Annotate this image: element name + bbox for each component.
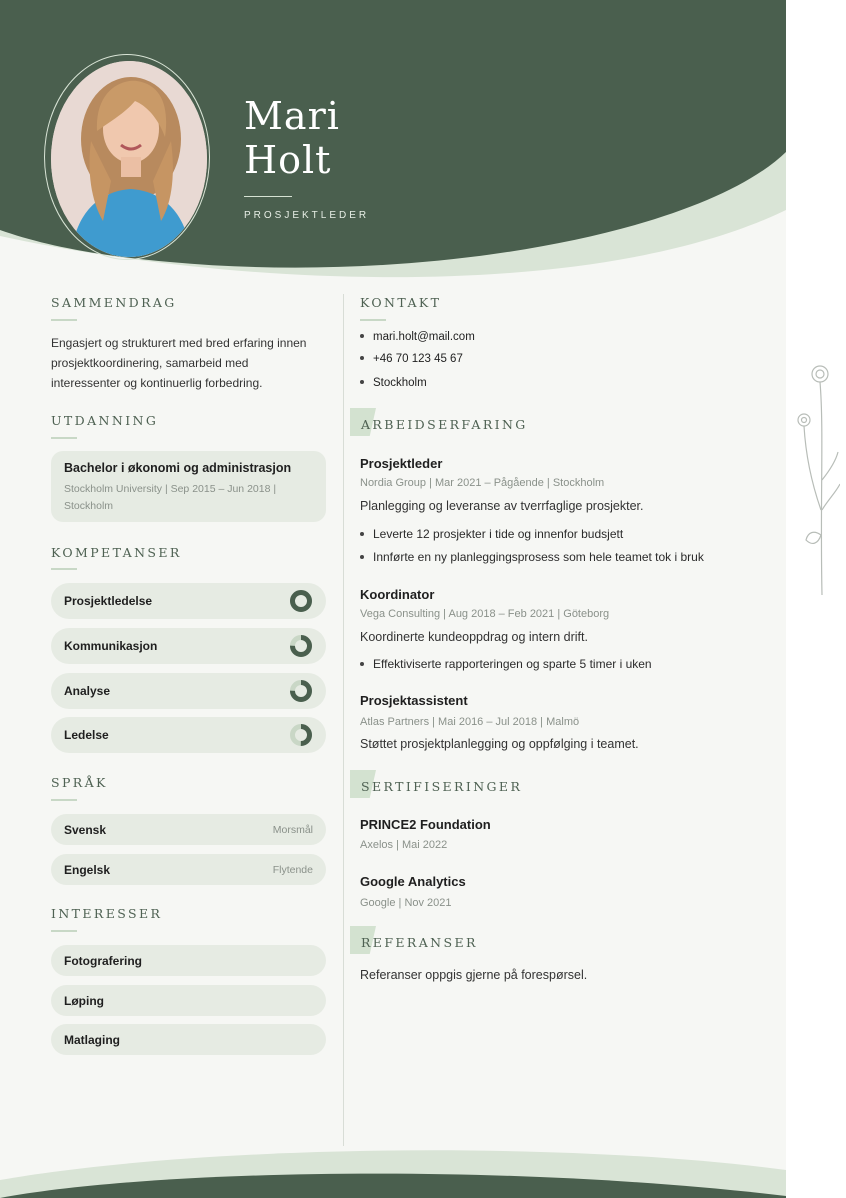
name-rule — [244, 196, 292, 197]
job-meta: Atlas Partners | Mai 2016 – Jul 2018 | Malmö — [360, 716, 580, 728]
interests-heading: INTERESSER — [51, 906, 163, 921]
skill-level-ring — [289, 634, 313, 658]
job-title: Prosjektleder — [360, 456, 443, 471]
language-level: Flytende — [272, 863, 313, 876]
job-bullet: Innførte en ny planleggingsprosess som hele teamet tok i bruk — [360, 550, 704, 564]
certification-meta: Axelos | Mai 2022 — [360, 839, 448, 851]
job-title: Prosjektassistent — [360, 693, 468, 708]
degree-title: Bachelor i økonomi og administrasjon — [64, 461, 292, 475]
certification-meta: Google | Nov 2021 — [360, 897, 452, 909]
interest-label: Matlaging — [64, 1032, 120, 1047]
summary-text: Engasjert og strukturert med bred erfaring innen prosjektkoordinering, samarbeid med interessenter og kontinuerlig forbedring. — [51, 336, 307, 390]
job-bullet: Leverte 12 prosjekter i tide og innenfor budsjett — [360, 527, 623, 541]
skill-level-ring — [289, 723, 313, 747]
interest-label: Fotografering — [64, 953, 142, 968]
references-heading: REFERANSER — [361, 935, 478, 950]
education-heading: UTDANNING — [51, 413, 159, 428]
interest-item — [51, 945, 326, 976]
skill-ring-fill — [293, 593, 310, 610]
education-card — [51, 451, 326, 522]
certification-name: PRINCE2 Foundation — [360, 817, 491, 832]
education-rule — [51, 437, 77, 439]
interests-rule — [51, 930, 77, 932]
profile-photo — [51, 61, 207, 257]
language-label: Svensk — [64, 822, 107, 837]
language-label: Engelsk — [64, 862, 111, 877]
skill-label: Prosjektledelse — [64, 594, 153, 608]
interest-item — [51, 985, 326, 1016]
language-item — [51, 814, 326, 845]
language-level: Morsmål — [272, 823, 313, 836]
contact-heading: KONTAKT — [360, 295, 442, 310]
contact-phone[interactable]: +46 70 123 45 67 — [360, 353, 463, 365]
job-description: Planlegging og leveranse av tverrfaglige prosjekter. — [360, 499, 644, 513]
language-item — [51, 854, 326, 885]
certification-name: Google Analytics — [360, 874, 466, 889]
languages-heading: SPRÅK — [51, 775, 108, 790]
certifications-heading: SERTIFISERINGER — [361, 779, 523, 794]
skill-label: Kommunikasjon — [64, 639, 158, 653]
skills-rule — [51, 568, 77, 570]
first-name: Mari — [244, 94, 340, 138]
job-meta: Nordia Group | Mar 2021 – Pågående | Stockholm — [360, 477, 605, 489]
skill-item — [51, 717, 326, 753]
languages-rule — [51, 799, 77, 801]
footer-background — [0, 1140, 786, 1198]
skills-heading: KOMPETANSER — [51, 545, 182, 560]
summary-heading: SAMMENDRAG — [51, 295, 177, 310]
interest-item — [51, 1024, 326, 1055]
candidate-name — [244, 94, 340, 182]
job-role: PROSJEKTLEDER — [244, 210, 370, 221]
skill-label: Ledelse — [64, 728, 109, 742]
skill-level-ring — [289, 589, 313, 613]
job-description: Koordinerte kundeoppdrag og intern drift. — [360, 630, 588, 644]
job-description: Støttet prosjektplanlegging og oppfølging i teamet. — [360, 737, 639, 751]
skill-level-ring — [289, 679, 313, 703]
job-bullet: Effektiviserte rapporteringen og sparte 5 timer i uken — [360, 657, 652, 671]
flower-line-art-icon — [780, 360, 840, 600]
skill-item — [51, 673, 326, 709]
references-text: Referanser oppgis gjerne på forespørsel. — [360, 968, 588, 982]
skill-label: Analyse — [64, 684, 111, 698]
education-meta: Stockholm University | Sep 2015 – Jun 2018 | Stockholm — [64, 483, 277, 512]
job-meta: Vega Consulting | Aug 2018 – Feb 2021 | Göteborg — [360, 608, 610, 620]
skill-item — [51, 583, 326, 619]
job-title: Koordinator — [360, 587, 435, 602]
column-divider — [343, 294, 344, 1146]
skill-item — [51, 628, 326, 664]
contact-rule — [360, 319, 386, 321]
summary-rule — [51, 319, 77, 321]
contact-city: Stockholm — [360, 377, 427, 389]
last-name: Holt — [244, 138, 332, 182]
interest-label: Løping — [64, 993, 104, 1008]
contact-email[interactable]: mari.holt@mail.com — [360, 331, 475, 343]
experience-heading: ARBEIDSERFARING — [361, 417, 528, 432]
